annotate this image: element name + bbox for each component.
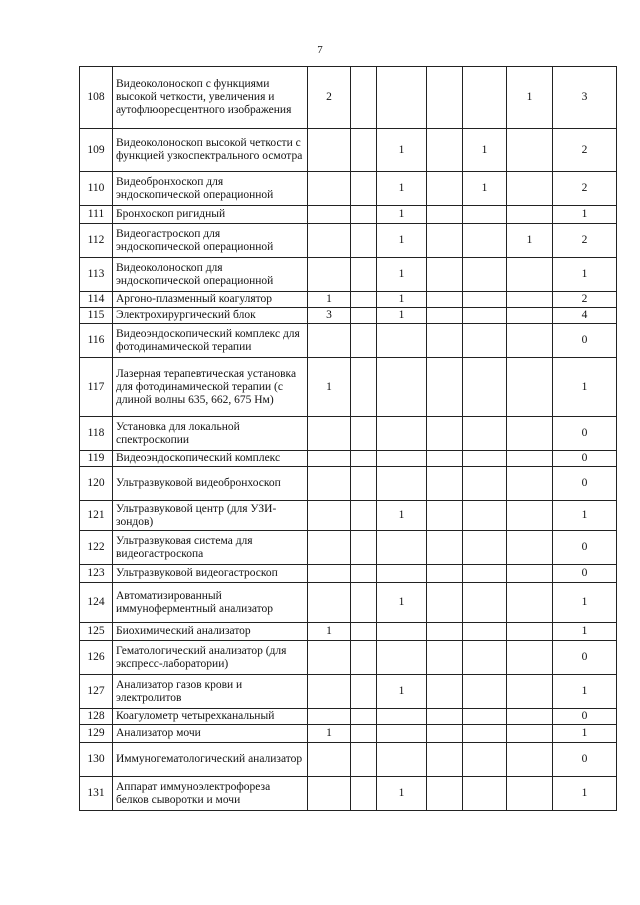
- quantity-cell: [427, 743, 463, 777]
- total-cell: 2: [553, 172, 617, 206]
- table-row: [80, 565, 617, 583]
- row-number: 117: [80, 358, 113, 417]
- table-row: [80, 675, 617, 709]
- equipment-name: Видеоколоноскоп с функциями высокой четкости, увеличения и аутофлюоресцентного изображения: [113, 67, 308, 129]
- table-row: [80, 417, 617, 451]
- quantity-cell: [351, 743, 377, 777]
- quantity-cell: [507, 709, 553, 725]
- quantity-cell: [351, 417, 377, 451]
- quantity-cell: [427, 292, 463, 308]
- equipment-name: Ультразвуковой видеогастроскоп: [113, 565, 308, 583]
- total-cell: 0: [553, 531, 617, 565]
- quantity-cell: [463, 725, 507, 743]
- total-cell: 0: [553, 451, 617, 467]
- quantity-cell: [377, 467, 427, 501]
- quantity-cell: [507, 129, 553, 172]
- total-cell: 1: [553, 258, 617, 292]
- quantity-cell: [308, 531, 351, 565]
- table-row: [80, 206, 617, 224]
- total-cell: 1: [553, 777, 617, 811]
- quantity-cell: [507, 258, 553, 292]
- quantity-cell: [308, 451, 351, 467]
- equipment-name: Бронхоскоп ригидный: [113, 206, 308, 224]
- equipment-name: Аппарат иммуноэлектрофореза белков сыворотки и мочи: [113, 777, 308, 811]
- quantity-cell: [308, 743, 351, 777]
- equipment-name: Автоматизированный иммуноферментный анализатор: [113, 583, 308, 623]
- equipment-name: Электрохирургический блок: [113, 308, 308, 324]
- quantity-cell: [377, 417, 427, 451]
- quantity-cell: [308, 709, 351, 725]
- quantity-cell: [308, 129, 351, 172]
- row-number: 109: [80, 129, 113, 172]
- quantity-cell: [351, 324, 377, 358]
- quantity-cell: 1: [308, 725, 351, 743]
- row-number: 120: [80, 467, 113, 501]
- quantity-cell: [507, 467, 553, 501]
- table-row: [80, 292, 617, 308]
- quantity-cell: 1: [308, 292, 351, 308]
- equipment-name: Биохимический анализатор: [113, 623, 308, 641]
- quantity-cell: [507, 358, 553, 417]
- equipment-name: Видеобронхоскоп для эндоскопической операционной: [113, 172, 308, 206]
- quantity-cell: [308, 675, 351, 709]
- quantity-cell: [427, 709, 463, 725]
- quantity-cell: [351, 358, 377, 417]
- quantity-cell: [427, 308, 463, 324]
- row-number: 113: [80, 258, 113, 292]
- quantity-cell: [507, 172, 553, 206]
- table-row: [80, 743, 617, 777]
- row-number: 122: [80, 531, 113, 565]
- quantity-cell: [377, 709, 427, 725]
- total-cell: 2: [553, 224, 617, 258]
- quantity-cell: [308, 258, 351, 292]
- quantity-cell: [507, 743, 553, 777]
- total-cell: 0: [553, 565, 617, 583]
- quantity-cell: [507, 641, 553, 675]
- quantity-cell: [308, 224, 351, 258]
- quantity-cell: [351, 67, 377, 129]
- row-number: 127: [80, 675, 113, 709]
- quantity-cell: [507, 324, 553, 358]
- total-cell: 1: [553, 725, 617, 743]
- quantity-cell: [308, 172, 351, 206]
- quantity-cell: [507, 623, 553, 641]
- row-number: 124: [80, 583, 113, 623]
- table-row: [80, 129, 617, 172]
- quantity-cell: [507, 451, 553, 467]
- total-cell: 1: [553, 675, 617, 709]
- quantity-cell: [463, 501, 507, 531]
- total-cell: 0: [553, 641, 617, 675]
- quantity-cell: [507, 583, 553, 623]
- quantity-cell: [351, 641, 377, 675]
- table-row: [80, 709, 617, 725]
- quantity-cell: [427, 129, 463, 172]
- quantity-cell: [351, 531, 377, 565]
- equipment-name: Видеогастроскоп для эндоскопической операционной: [113, 224, 308, 258]
- quantity-cell: [351, 308, 377, 324]
- total-cell: 2: [553, 129, 617, 172]
- equipment-name: Видеоэндоскопический комплекс: [113, 451, 308, 467]
- row-number: 118: [80, 417, 113, 451]
- table-row: [80, 451, 617, 467]
- quantity-cell: [427, 675, 463, 709]
- row-number: 110: [80, 172, 113, 206]
- quantity-cell: [507, 777, 553, 811]
- quantity-cell: 1: [377, 224, 427, 258]
- quantity-cell: [427, 531, 463, 565]
- quantity-cell: [507, 675, 553, 709]
- table-row: [80, 258, 617, 292]
- quantity-cell: 1: [377, 129, 427, 172]
- row-number: 126: [80, 641, 113, 675]
- quantity-cell: 1: [377, 583, 427, 623]
- quantity-cell: [308, 583, 351, 623]
- total-cell: 0: [553, 467, 617, 501]
- quantity-cell: [308, 324, 351, 358]
- table-row: [80, 467, 617, 501]
- total-cell: 0: [553, 324, 617, 358]
- equipment-name: Видеоэндоскопический комплекс для фотодинамической терапии: [113, 324, 308, 358]
- quantity-cell: [351, 675, 377, 709]
- quantity-cell: 1: [463, 172, 507, 206]
- quantity-cell: [308, 565, 351, 583]
- quantity-cell: [463, 467, 507, 501]
- table-row: [80, 358, 617, 417]
- quantity-cell: [463, 417, 507, 451]
- quantity-cell: [377, 725, 427, 743]
- quantity-cell: [427, 206, 463, 224]
- quantity-cell: [427, 467, 463, 501]
- quantity-cell: [308, 641, 351, 675]
- quantity-cell: [463, 67, 507, 129]
- table-row: [80, 324, 617, 358]
- total-cell: 0: [553, 417, 617, 451]
- equipment-name: Видеоколоноскоп для эндоскопической операционной: [113, 258, 308, 292]
- quantity-cell: 1: [377, 777, 427, 811]
- total-cell: 3: [553, 67, 617, 129]
- row-number: 114: [80, 292, 113, 308]
- quantity-cell: 1: [507, 67, 553, 129]
- equipment-name: Иммуногематологический анализатор: [113, 743, 308, 777]
- table-row: [80, 224, 617, 258]
- equipment-name: Установка для локальной спектроскопии: [113, 417, 308, 451]
- quantity-cell: [463, 451, 507, 467]
- quantity-cell: [463, 531, 507, 565]
- row-number: 116: [80, 324, 113, 358]
- quantity-cell: [427, 417, 463, 451]
- quantity-cell: [507, 531, 553, 565]
- total-cell: 2: [553, 292, 617, 308]
- total-cell: 1: [553, 623, 617, 641]
- quantity-cell: [507, 725, 553, 743]
- quantity-cell: [427, 258, 463, 292]
- quantity-cell: [351, 172, 377, 206]
- equipment-name: Ультразвуковой центр (для УЗИ-зондов): [113, 501, 308, 531]
- equipment-name: Гематологический анализатор (для экспресс-лаборатории): [113, 641, 308, 675]
- quantity-cell: [463, 224, 507, 258]
- quantity-cell: [377, 324, 427, 358]
- quantity-cell: [507, 565, 553, 583]
- equipment-name: Ультразвуковой видеобронхоскоп: [113, 467, 308, 501]
- quantity-cell: [427, 451, 463, 467]
- quantity-cell: [463, 583, 507, 623]
- quantity-cell: 3: [308, 308, 351, 324]
- quantity-cell: [463, 743, 507, 777]
- quantity-cell: [351, 709, 377, 725]
- table-row: [80, 501, 617, 531]
- equipment-name: Анализатор газов крови и электролитов: [113, 675, 308, 709]
- quantity-cell: [463, 675, 507, 709]
- page-number: 7: [317, 44, 323, 56]
- equipment-table-body: [80, 67, 617, 811]
- quantity-cell: 1: [463, 129, 507, 172]
- quantity-cell: [308, 501, 351, 531]
- row-number: 123: [80, 565, 113, 583]
- quantity-cell: 1: [377, 172, 427, 206]
- row-number: 125: [80, 623, 113, 641]
- quantity-cell: [351, 777, 377, 811]
- quantity-cell: [463, 565, 507, 583]
- quantity-cell: [463, 308, 507, 324]
- quantity-cell: [427, 501, 463, 531]
- row-number: 129: [80, 725, 113, 743]
- quantity-cell: [427, 623, 463, 641]
- equipment-table: [79, 66, 617, 811]
- quantity-cell: 1: [507, 224, 553, 258]
- total-cell: 0: [553, 709, 617, 725]
- quantity-cell: [427, 358, 463, 417]
- quantity-cell: [351, 467, 377, 501]
- quantity-cell: [427, 777, 463, 811]
- table-row: [80, 725, 617, 743]
- quantity-cell: [308, 777, 351, 811]
- quantity-cell: 1: [377, 206, 427, 224]
- total-cell: 1: [553, 583, 617, 623]
- row-number: 119: [80, 451, 113, 467]
- quantity-cell: [463, 258, 507, 292]
- row-number: 121: [80, 501, 113, 531]
- quantity-cell: [351, 623, 377, 641]
- quantity-cell: [463, 709, 507, 725]
- quantity-cell: [463, 641, 507, 675]
- table-row: [80, 67, 617, 129]
- equipment-name: Анализатор мочи: [113, 725, 308, 743]
- quantity-cell: [351, 501, 377, 531]
- quantity-cell: [427, 224, 463, 258]
- row-number: 128: [80, 709, 113, 725]
- quantity-cell: [377, 531, 427, 565]
- quantity-cell: [427, 324, 463, 358]
- table-row: [80, 172, 617, 206]
- quantity-cell: 1: [377, 258, 427, 292]
- quantity-cell: [351, 258, 377, 292]
- quantity-cell: [427, 641, 463, 675]
- quantity-cell: [351, 565, 377, 583]
- quantity-cell: [507, 206, 553, 224]
- quantity-cell: [427, 565, 463, 583]
- quantity-cell: [427, 725, 463, 743]
- quantity-cell: [427, 583, 463, 623]
- quantity-cell: [377, 565, 427, 583]
- total-cell: 0: [553, 743, 617, 777]
- quantity-cell: [308, 467, 351, 501]
- row-number: 112: [80, 224, 113, 258]
- quantity-cell: 1: [377, 501, 427, 531]
- quantity-cell: [463, 623, 507, 641]
- table-row: [80, 641, 617, 675]
- total-cell: 1: [553, 358, 617, 417]
- table-row: [80, 308, 617, 324]
- equipment-name: Видеоколоноскоп высокой четкости с функцией узкоспектрального осмотра: [113, 129, 308, 172]
- quantity-cell: [351, 292, 377, 308]
- quantity-cell: [377, 743, 427, 777]
- quantity-cell: [507, 501, 553, 531]
- equipment-name: Аргоно-плазменный коагулятор: [113, 292, 308, 308]
- quantity-cell: [351, 206, 377, 224]
- quantity-cell: [351, 725, 377, 743]
- quantity-cell: [463, 777, 507, 811]
- quantity-cell: [507, 417, 553, 451]
- table-row: [80, 583, 617, 623]
- quantity-cell: [377, 641, 427, 675]
- table-row: [80, 531, 617, 565]
- quantity-cell: [507, 292, 553, 308]
- quantity-cell: [351, 583, 377, 623]
- quantity-cell: 1: [308, 358, 351, 417]
- quantity-cell: [507, 308, 553, 324]
- total-cell: 4: [553, 308, 617, 324]
- row-number: 108: [80, 67, 113, 129]
- total-cell: 1: [553, 206, 617, 224]
- table-row: [80, 623, 617, 641]
- equipment-name: Коагулометр четырехканальный: [113, 709, 308, 725]
- quantity-cell: [308, 206, 351, 224]
- quantity-cell: [351, 129, 377, 172]
- quantity-cell: [351, 224, 377, 258]
- equipment-name: Ультразвуковая система для видеогастроскопа: [113, 531, 308, 565]
- quantity-cell: [463, 324, 507, 358]
- row-number: 130: [80, 743, 113, 777]
- row-number: 131: [80, 777, 113, 811]
- row-number: 111: [80, 206, 113, 224]
- quantity-cell: 1: [308, 623, 351, 641]
- quantity-cell: [427, 67, 463, 129]
- quantity-cell: [463, 358, 507, 417]
- quantity-cell: [463, 292, 507, 308]
- quantity-cell: [351, 451, 377, 467]
- quantity-cell: [308, 417, 351, 451]
- quantity-cell: [377, 358, 427, 417]
- quantity-cell: [377, 451, 427, 467]
- equipment-name: Лазерная терапевтическая установка для фотодинамической терапии (с длиной волны 635, 662, 675 Нм): [113, 358, 308, 417]
- quantity-cell: [427, 172, 463, 206]
- quantity-cell: [377, 67, 427, 129]
- quantity-cell: 1: [377, 292, 427, 308]
- total-cell: 1: [553, 501, 617, 531]
- quantity-cell: 2: [308, 67, 351, 129]
- quantity-cell: 1: [377, 308, 427, 324]
- quantity-cell: [377, 623, 427, 641]
- quantity-cell: [463, 206, 507, 224]
- quantity-cell: 1: [377, 675, 427, 709]
- row-number: 115: [80, 308, 113, 324]
- table-row: [80, 777, 617, 811]
